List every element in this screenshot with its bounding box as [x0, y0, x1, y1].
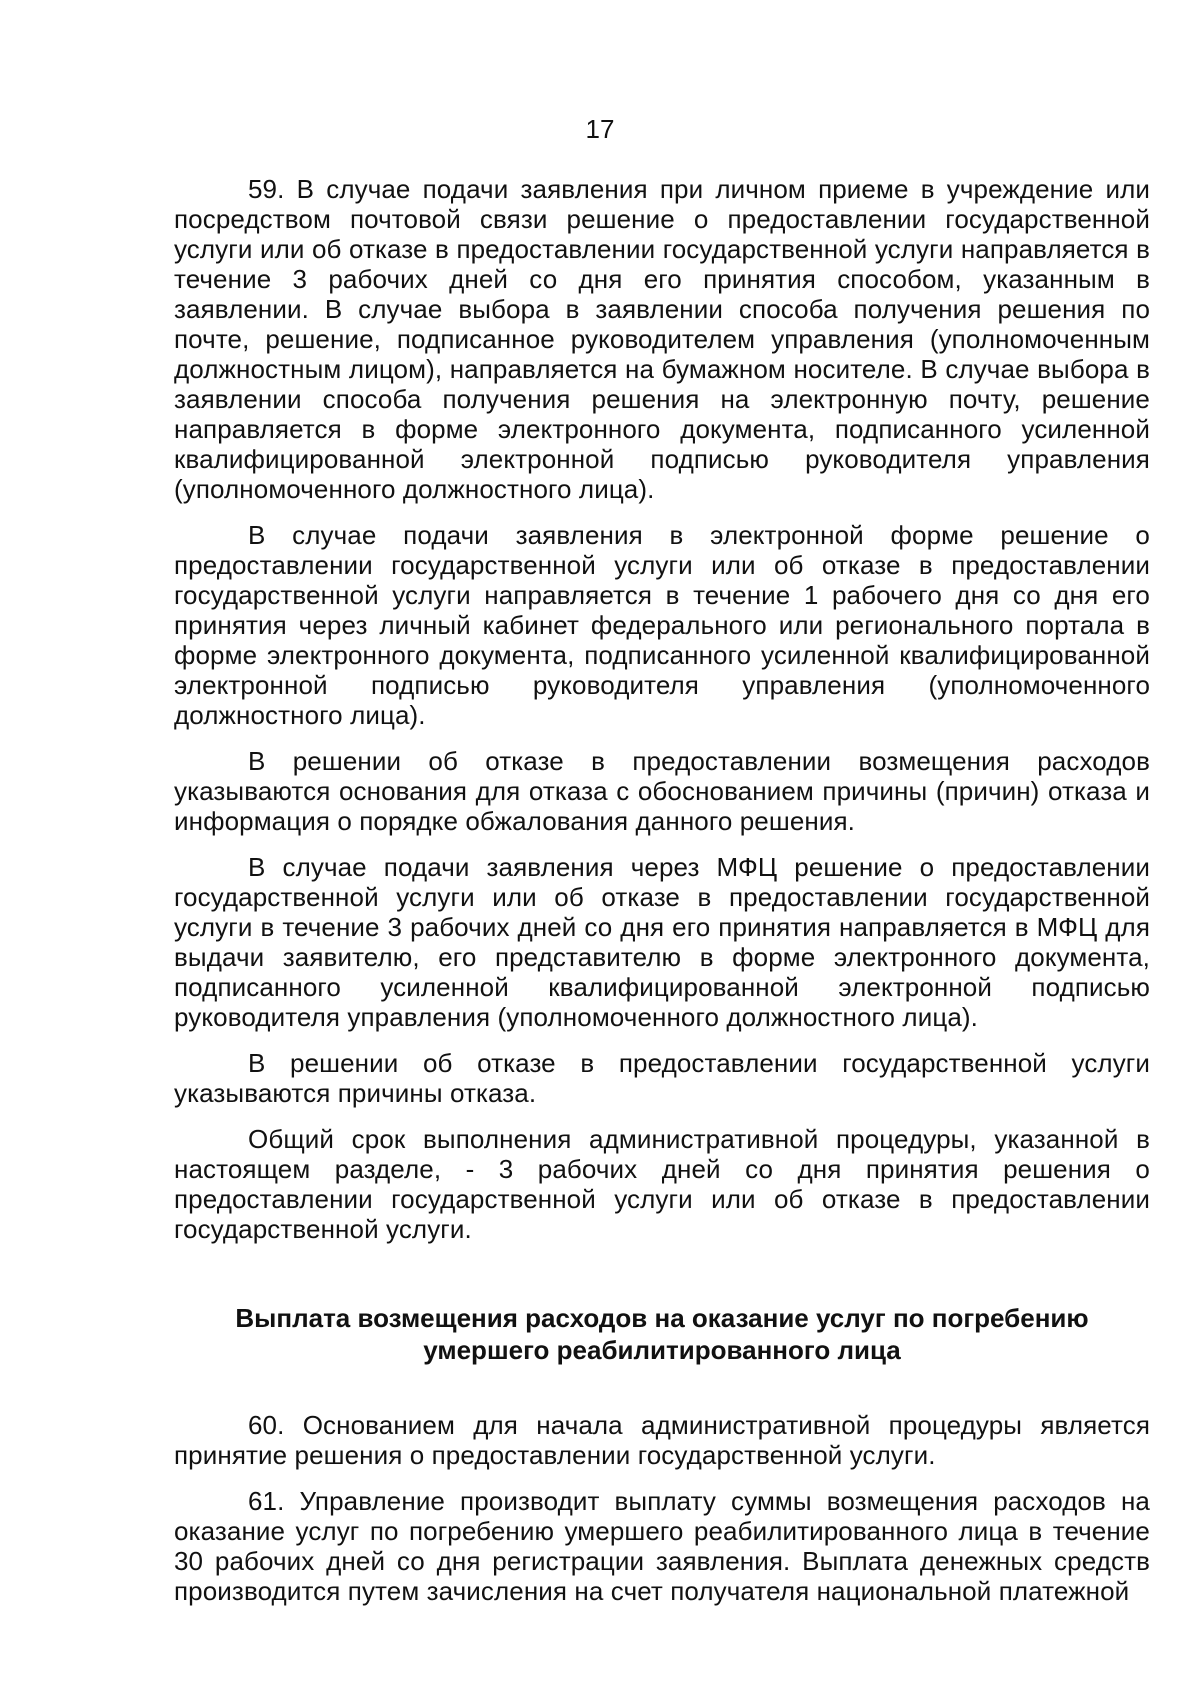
paragraph-mfc: В случае подачи заявления через МФЦ решение о предоставлении государственной услуги или об отказе в предоставлении государственной услуги в течение 3 рабочих дней со дня его принятия направляется в МФЦ для выдачи заявителю, его представителю в форме электронного документа, подписанного усиленной квалифицированной электронной подписью руководителя управления (уполномоченного должностного лица).: [174, 852, 1150, 1032]
paragraph-60: 60. Основанием для начала административной процедуры является принятие решения о предоставлении государственной услуги.: [174, 1410, 1150, 1470]
section-heading-line-1: Выплата возмещения расходов на оказание услуг по погребению: [235, 1303, 1089, 1333]
section-heading: [174, 1302, 1150, 1366]
document-body: [174, 174, 1150, 1622]
paragraph-electronic-form: В случае подачи заявления в электронной форме решение о предоставлении государственной услуги или об отказе в предоставлении государственной услуги направляется в течение 1 рабочего дня со дня его принятия через личный кабинет федерального или регионального портала в форме электронного документа, подписанного усиленной квалифицированной электронной подписью руководителя управления (уполномоченного должностного лица).: [174, 520, 1150, 730]
paragraph-59: 59. В случае подачи заявления при личном приеме в учреждение или посредством почтовой связи решение о предоставлении государственной услуги или об отказе в предоставлении государственной услуги направляется в течение 3 рабочих дней со дня его принятия способом, указанным в заявлении. В случае выбора в заявлении способа получения решения по почте, решение, подписанное руководителем управления (уполномоченным должностным лицом), направляется на бумажном носителе. В случае выбора в заявлении способа получения решения на электронную почту, решение направляется в форме электронного документа, подписанного усиленной квалифицированной электронной подписью руководителя управления (уполномоченного должностного лица).: [174, 174, 1150, 504]
paragraph-61: 61. Управление производит выплату суммы возмещения расходов на оказание услуг по погребению умершего реабилитированного лица в течение 30 рабочих дней со дня регистрации заявления. Выплата денежных средств производится путем зачисления на счет получателя национальной платежной: [174, 1486, 1150, 1606]
page-number: 17: [585, 114, 615, 144]
paragraph-refusal-grounds: В решении об отказе в предоставлении возмещения расходов указываются основания для отказа с обоснованием причины (причин) отказа и информация о порядке обжалования данного решения.: [174, 746, 1150, 836]
section-heading-line-2: умершего реабилитированного лица: [423, 1335, 901, 1365]
paragraph-total-term: Общий срок выполнения административной процедуры, указанной в настоящем разделе, - 3 рабочих дней со дня принятия решения о предоставлении государственной услуги или об отказе в предоставлении государственной услуги.: [174, 1124, 1150, 1244]
paragraph-refusal-reasons: В решении об отказе в предоставлении государственной услуги указываются причины отказа.: [174, 1048, 1150, 1108]
